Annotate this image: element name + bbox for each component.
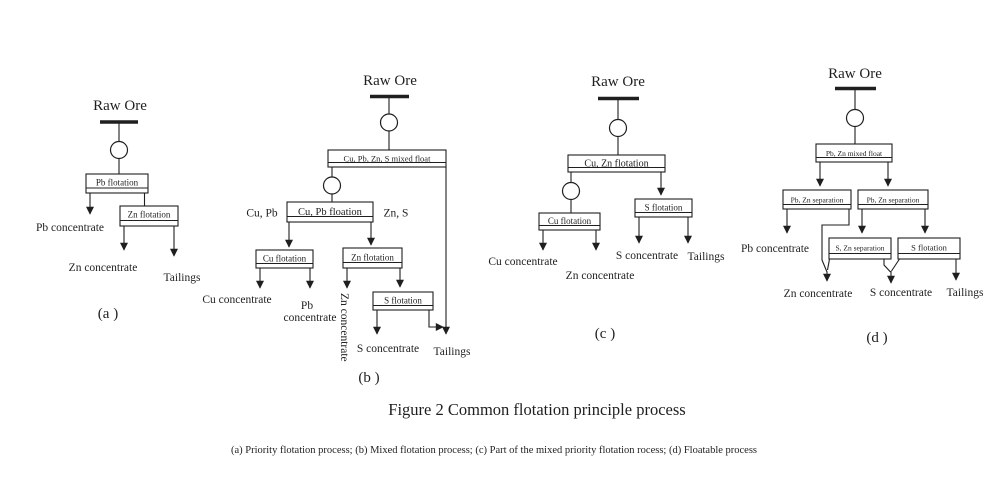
output-label-tailings: Tailings (946, 287, 984, 299)
process-box-label: S flotation (644, 202, 683, 213)
output-label-s-concentrate: S concentrate (615, 250, 679, 262)
conditioner-circle (610, 120, 627, 137)
process-box-label: S flotation (911, 242, 947, 253)
process-box-label: Cu flotation (262, 253, 307, 264)
process-box-label: Pb, Zn mixed float (825, 149, 883, 158)
figure-subcaption: (a) Priority flotation process; (b) Mixed flotation process; (c) Part of the mixed priority flotation rocess; (d) Floatable process (230, 445, 758, 456)
process-box-label: Zn flotation (351, 252, 394, 263)
flow-funnel-wall (884, 259, 891, 272)
process-box-label: Cu, Pb, Zn, S mixed float (343, 153, 431, 164)
diagram-c (488, 74, 725, 342)
section-label-a: (a ) (97, 306, 119, 322)
conditioner-circle (381, 114, 398, 131)
diagram-b (202, 73, 471, 386)
section-label-b: (b ) (358, 370, 380, 386)
conditioner-circle (847, 110, 864, 127)
output-label-zn-concentrate-vertical: Zn concentrate (338, 293, 350, 362)
process-box-label: Zn flotation (127, 209, 171, 220)
conditioner-circle (563, 183, 580, 200)
output-label-pb-concentrate: Pb concentrate (35, 222, 105, 234)
process-box-label: Pb flotation (95, 177, 139, 188)
output-label-tailings: Tailings (163, 272, 201, 284)
process-box-label: Cu, Pb floation (298, 207, 362, 218)
output-label-zn-concentrate: Zn concentrate (565, 270, 635, 282)
output-label-pb-concentrate: concentrate (283, 312, 337, 324)
output-label-s-concentrate: S concentrate (869, 287, 933, 299)
output-label-zn-concentrate: Zn concentrate (783, 288, 853, 300)
process-box-label: Pb, Zn separation (790, 195, 844, 205)
flow-arrow-merge (429, 310, 443, 327)
raw-ore-label: Raw Ore (363, 73, 417, 89)
stream-label-cu-pb: Cu, Pb (246, 207, 278, 220)
diagram-a (36, 98, 201, 322)
output-label-tailings: Tailings (433, 346, 471, 358)
output-label-cu-concentrate: Cu concentrate (488, 256, 558, 268)
output-label-tailings: Tailings (687, 251, 725, 263)
conditioner-circle (111, 142, 128, 159)
output-label-cu-concentrate: Cu concentrate (202, 294, 272, 306)
output-label-s-concentrate: S concentrate (356, 343, 420, 355)
process-box-label: Cu, Zn flotation (584, 158, 649, 170)
section-label-d: (d ) (866, 330, 888, 346)
flow-funnel-wall (892, 259, 900, 271)
raw-ore-label: Raw Ore (591, 74, 645, 90)
section-label-c: (c ) (594, 326, 616, 342)
process-box-label: Cu flotation (547, 216, 592, 226)
output-label-pb-concentrate: Pb (300, 300, 314, 312)
output-label-pb-concentrate: Pb concentrate (740, 243, 810, 255)
raw-ore-label: Raw Ore (93, 98, 147, 114)
flow-funnel-wall (828, 259, 830, 270)
output-label-zn-concentrate: Zn concentrate (68, 262, 138, 274)
stream-label-zn-s: Zn, S (383, 207, 409, 220)
process-box-label: S, Zn separation (835, 243, 885, 253)
figure-caption: Figure 2 Common flotation principle process (388, 400, 686, 419)
raw-ore-label: Raw Ore (828, 66, 882, 82)
diagram-d (741, 66, 984, 346)
process-box-label: S flotation (384, 295, 422, 306)
conditioner-circle (324, 177, 341, 194)
process-box-label: Pb, Zn separation (866, 195, 920, 205)
